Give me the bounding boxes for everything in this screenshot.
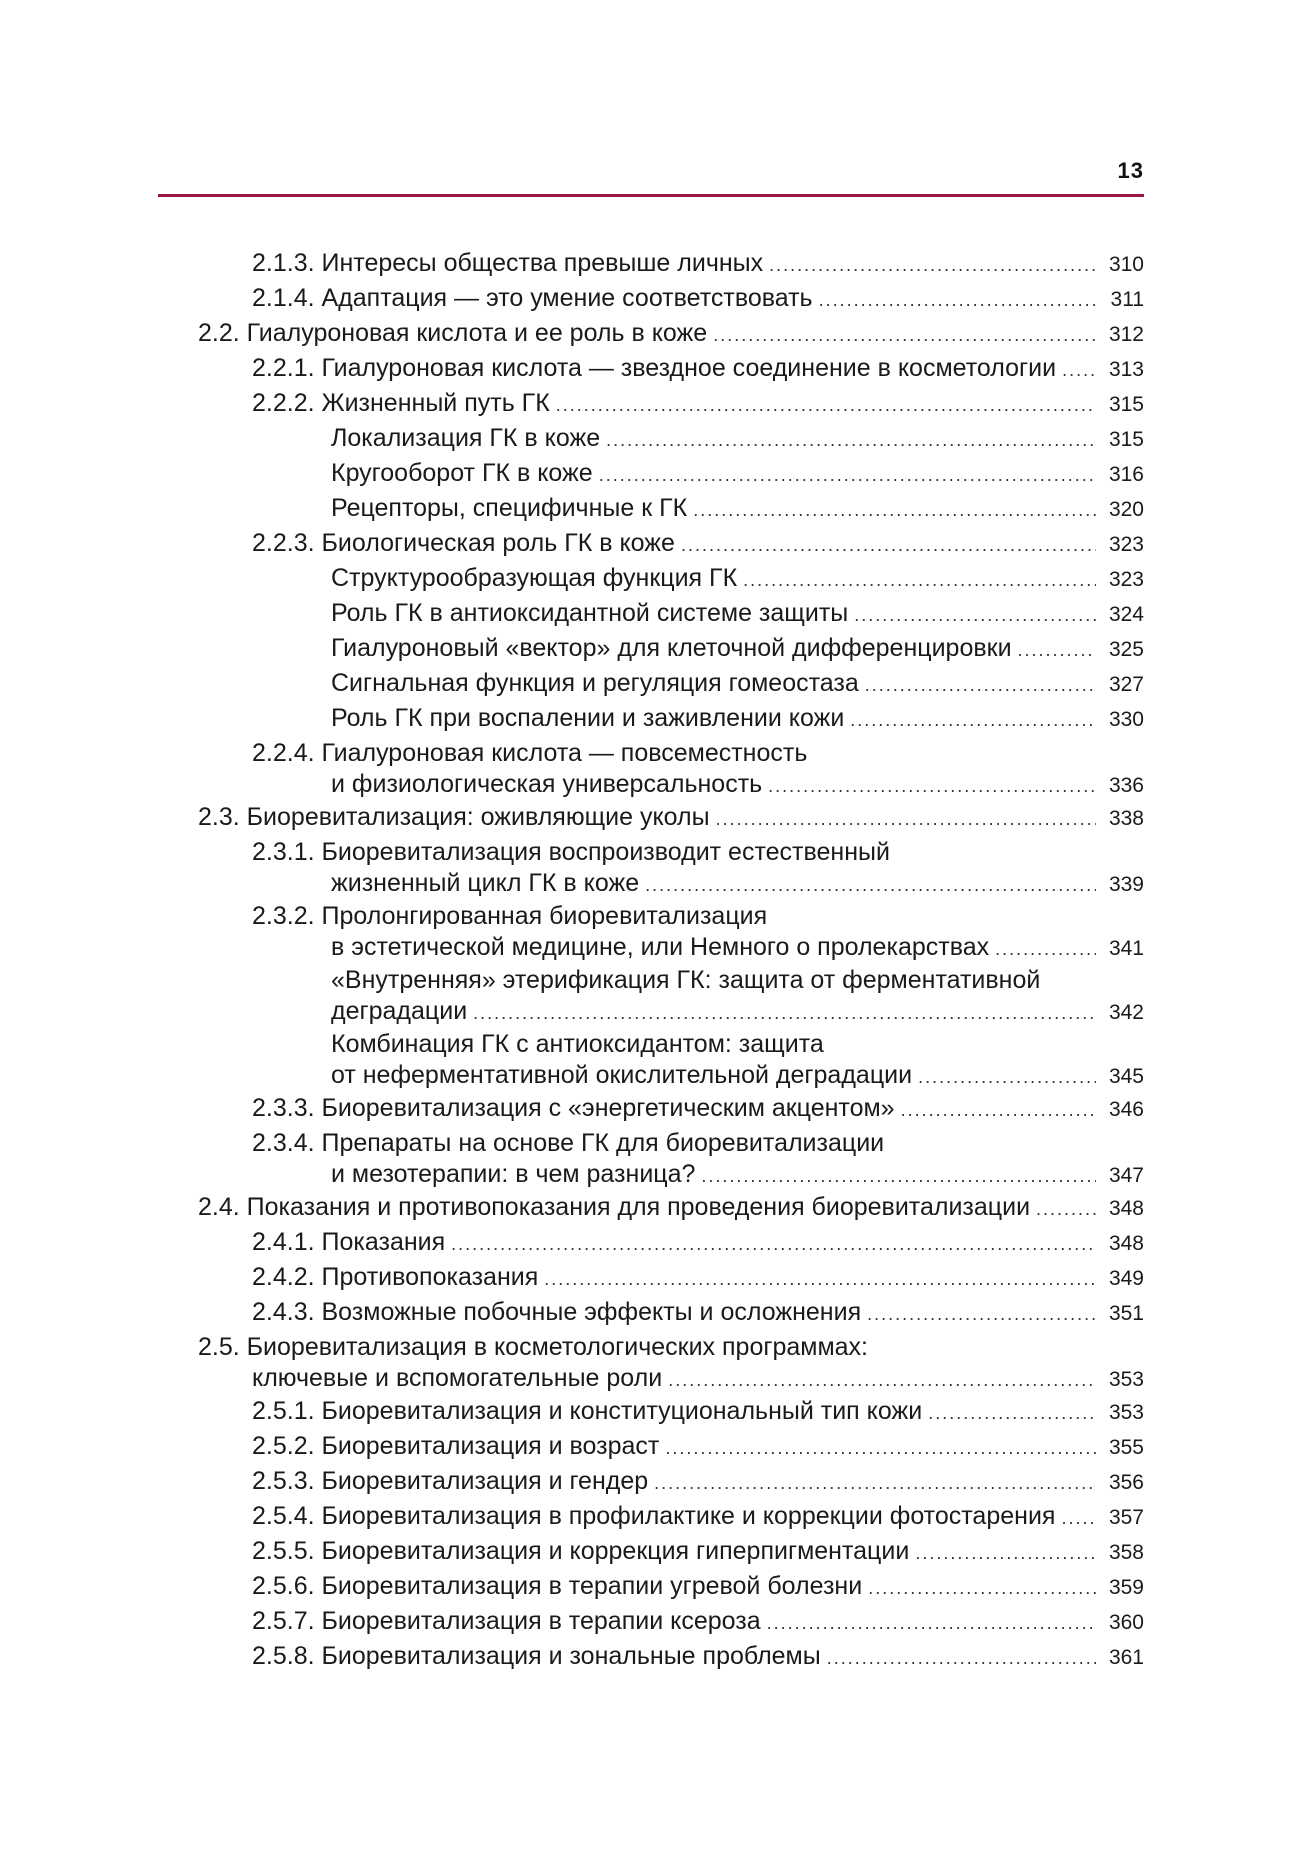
toc-page-number: 353	[1108, 1401, 1144, 1424]
dot-leader	[665, 1431, 1096, 1466]
toc-entry-title: «Внутренняя» этерификация ГК: защита от ферментативной	[331, 966, 1041, 994]
dot-leader	[606, 423, 1096, 458]
toc-page-number: 313	[1108, 358, 1144, 381]
toc-entry-title-continuation: и физиологическая универсальность	[331, 770, 763, 798]
toc-page-number: 311	[1110, 288, 1144, 311]
dot-leader	[819, 283, 1096, 318]
dot-leader	[451, 1227, 1096, 1262]
dot-leader	[681, 528, 1096, 563]
toc-page-number: 361	[1108, 1646, 1144, 1669]
toc-page-number: 323	[1108, 568, 1144, 591]
toc-entry-title: 2.5. Биоревитализация в косметологических программах:	[198, 1333, 868, 1361]
toc-page-number: 330	[1108, 708, 1144, 731]
toc-page-number: 325	[1108, 638, 1144, 661]
toc-page-number: 312	[1108, 323, 1144, 346]
toc-entry-title: 2.5.1. Биоревитализация и конституциональный тип кожи	[252, 1397, 923, 1425]
toc-entry[interactable]	[0, 421, 1300, 456]
toc-entry-title: Роль ГК при воспалении и заживлении кожи	[331, 704, 845, 732]
table-of-contents	[0, 246, 1300, 1674]
toc-page-number: 349	[1108, 1267, 1144, 1290]
toc-entry-title: 2.3.1. Биоревитализация воспроизводит естественный	[252, 838, 890, 866]
dot-leader	[850, 703, 1096, 738]
toc-entry[interactable]	[0, 1260, 1300, 1295]
dot-leader	[701, 1161, 1096, 1192]
toc-entry[interactable]	[0, 491, 1300, 526]
toc-entry-title-continuation: от неферментативной окислительной деградации	[331, 1061, 913, 1089]
toc-page-number: 348	[1108, 1197, 1144, 1220]
toc-entry[interactable]	[0, 932, 1300, 963]
toc-entry-title: 2.5.5. Биоревитализация и коррекция гиперпигментации	[252, 1537, 910, 1565]
toc-entry[interactable]	[0, 1639, 1300, 1674]
toc-page-number: 310	[1108, 253, 1144, 276]
dot-leader	[668, 1365, 1096, 1396]
toc-entry[interactable]	[0, 701, 1300, 736]
dot-leader	[928, 1396, 1096, 1431]
dot-leader	[713, 318, 1096, 353]
toc-entry-title: Структурообразующая функция ГК	[331, 564, 738, 592]
toc-entry[interactable]	[0, 1060, 1300, 1091]
toc-entry-line	[0, 835, 1300, 868]
toc-entry-title: 2.4.3. Возможные побочные эффекты и осложнения	[252, 1298, 862, 1326]
toc-entry[interactable]	[0, 386, 1300, 421]
toc-entry[interactable]	[0, 1534, 1300, 1569]
dot-leader	[915, 1536, 1096, 1571]
toc-entry-title: 2.1.4. Адаптация — это умение соответствовать	[252, 284, 813, 312]
toc-entry-line	[0, 736, 1300, 769]
toc-page-number: 323	[1108, 533, 1144, 556]
toc-entry-title-continuation: и мезотерапии: в чем разница?	[331, 1160, 696, 1188]
toc-entry-title: Гиалуроновый «вектор» для клеточной дифференцировки	[331, 634, 1012, 662]
page-number: 13	[1117, 158, 1144, 183]
toc-entry[interactable]	[0, 1190, 1300, 1225]
toc-page-number: 338	[1108, 807, 1144, 830]
dot-leader	[743, 563, 1096, 598]
dot-leader	[827, 1641, 1096, 1676]
toc-page-number: 356	[1108, 1471, 1144, 1494]
toc-entry[interactable]	[0, 1091, 1300, 1126]
toc-entry-title-continuation: в эстетической медицине, или Немного о пролекарствах	[331, 933, 990, 961]
toc-page-number: 327	[1108, 673, 1144, 696]
toc-entry[interactable]	[0, 456, 1300, 491]
toc-entry[interactable]	[0, 526, 1300, 561]
toc-entry[interactable]	[0, 1394, 1300, 1429]
toc-page-number: 316	[1108, 463, 1144, 486]
toc-entry[interactable]	[0, 1159, 1300, 1190]
toc-entry[interactable]	[0, 1429, 1300, 1464]
toc-entry-line	[0, 1330, 1300, 1363]
dot-leader	[473, 998, 1096, 1029]
dot-leader	[854, 598, 1096, 633]
toc-entry-title: 2.2.2. Жизненный путь ГК	[252, 389, 550, 417]
toc-page-number: 315	[1108, 393, 1144, 416]
dot-leader	[767, 1606, 1096, 1641]
toc-page-number: 342	[1108, 1001, 1144, 1024]
toc-entry-title: 2.5.3. Биоревитализация и гендер	[252, 1467, 649, 1495]
toc-entry[interactable]	[0, 1363, 1300, 1394]
toc-page-number: 348	[1108, 1232, 1144, 1255]
dot-leader	[769, 248, 1096, 283]
toc-entry-title: 2.1.3. Интересы общества превыше личных	[252, 249, 764, 277]
dot-leader	[645, 870, 1096, 901]
dot-leader	[901, 1093, 1096, 1128]
dot-leader	[544, 1262, 1096, 1297]
toc-entry[interactable]	[0, 596, 1300, 631]
toc-entry-title: 2.3.4. Препараты на основе ГК для биоревитализации	[252, 1129, 885, 1157]
toc-page-number: 320	[1108, 498, 1144, 521]
dot-leader	[1062, 353, 1096, 388]
toc-page-number: 324	[1108, 603, 1144, 626]
toc-entry[interactable]	[0, 800, 1300, 835]
toc-entry[interactable]	[0, 996, 1300, 1027]
toc-page-number: 336	[1108, 774, 1144, 797]
toc-page-number: 339	[1108, 873, 1144, 896]
dot-leader	[716, 802, 1096, 837]
toc-entry[interactable]	[0, 1499, 1300, 1534]
toc-entry-title: Сигнальная функция и регуляция гомеостаза	[331, 669, 859, 697]
toc-entry[interactable]	[0, 1295, 1300, 1330]
toc-page-number: 359	[1108, 1576, 1144, 1599]
dot-leader	[693, 493, 1096, 528]
toc-entry-title: 2.5.4. Биоревитализация в профилактике и коррекции фотостарения	[252, 1502, 1056, 1530]
toc-entry-title: Локализация ГК в коже	[331, 424, 601, 452]
toc-entry-title: 2.5.7. Биоревитализация в терапии ксероза	[252, 1607, 761, 1635]
toc-entry-line	[0, 1027, 1300, 1060]
toc-page-number: 346	[1108, 1098, 1144, 1121]
toc-entry[interactable]	[0, 868, 1300, 899]
toc-entry-title: 2.4. Показания и противопоказания для проведения биоревитализации	[198, 1193, 1031, 1221]
toc-page-number: 341	[1108, 937, 1144, 960]
toc-entry-title-continuation: ключевые и вспомогательные роли	[252, 1364, 663, 1392]
toc-entry[interactable]	[0, 666, 1300, 701]
toc-page-number: 351	[1108, 1302, 1144, 1325]
dot-leader	[995, 934, 1096, 965]
toc-entry[interactable]	[0, 561, 1300, 596]
toc-entry-line	[0, 963, 1300, 996]
toc-entry-title: 2.2.3. Биологическая роль ГК в коже	[252, 529, 675, 557]
toc-page-number: 315	[1108, 428, 1144, 451]
toc-entry-title: 2.5.8. Биоревитализация и зональные проблемы	[252, 1642, 821, 1670]
toc-page-number: 358	[1108, 1541, 1144, 1564]
dot-leader	[599, 458, 1096, 493]
toc-entry-title: 2.3. Биоревитализация: оживляющие уколы	[198, 803, 710, 831]
dot-leader	[556, 388, 1096, 423]
dot-leader	[768, 771, 1096, 802]
toc-page-number: 347	[1108, 1164, 1144, 1187]
dot-leader	[918, 1062, 1096, 1093]
dot-leader	[1036, 1192, 1096, 1227]
toc-page-number: 355	[1108, 1436, 1144, 1459]
toc-entry[interactable]	[0, 351, 1300, 386]
toc-entry[interactable]	[0, 281, 1300, 316]
toc-entry-title: Кругооборот ГК в коже	[331, 459, 593, 487]
toc-entry-line	[0, 899, 1300, 932]
toc-page-number: 360	[1108, 1611, 1144, 1634]
dot-leader	[654, 1466, 1096, 1501]
toc-entry[interactable]	[0, 769, 1300, 800]
dot-leader	[1061, 1501, 1096, 1536]
toc-entry[interactable]	[0, 1569, 1300, 1604]
toc-entry[interactable]	[0, 1604, 1300, 1639]
toc-entry-title: 2.5.6. Биоревитализация в терапии угревой болезни	[252, 1572, 863, 1600]
dot-leader	[867, 1297, 1096, 1332]
toc-entry-title: 2.5.2. Биоревитализация и возраст	[252, 1432, 660, 1460]
toc-entry-line	[0, 1126, 1300, 1159]
toc-entry[interactable]	[0, 246, 1300, 281]
toc-entry-title-continuation: жизненный цикл ГК в коже	[331, 869, 640, 897]
toc-entry-title: 2.2. Гиалуроновая кислота и ее роль в коже	[198, 319, 708, 347]
toc-entry[interactable]	[0, 1464, 1300, 1499]
toc-entry-title: 2.4.2. Противопоказания	[252, 1263, 539, 1291]
toc-entry-title: 2.2.4. Гиалуроновая кислота — повсеместность	[252, 739, 808, 767]
toc-entry[interactable]	[0, 631, 1300, 666]
toc-entry[interactable]	[0, 316, 1300, 351]
toc-entry-title: 2.4.1. Показания	[252, 1228, 446, 1256]
toc-entry-title-continuation: деградации	[331, 997, 468, 1025]
toc-page-number: 353	[1108, 1368, 1144, 1391]
toc-entry-title: 2.3.2. Пролонгированная биоревитализация	[252, 902, 768, 930]
dot-leader	[865, 668, 1096, 703]
dot-leader	[1018, 633, 1096, 668]
toc-page-number: 345	[1108, 1065, 1144, 1088]
toc-entry[interactable]	[0, 1225, 1300, 1260]
dot-leader	[868, 1571, 1096, 1606]
header-rule	[158, 194, 1144, 197]
toc-entry-title: 2.2.1. Гиалуроновая кислота — звездное соединение в косметологии	[252, 354, 1057, 382]
toc-entry-title: Комбинация ГК с антиоксидантом: защита	[331, 1030, 824, 1058]
toc-entry-title: Рецепторы, специфичные к ГК	[331, 494, 688, 522]
toc-page-number: 357	[1108, 1506, 1144, 1529]
toc-entry-title: Роль ГК в антиоксидантной системе защиты	[331, 599, 849, 627]
toc-entry-title: 2.3.3. Биоревитализация с «энергетическим акцентом»	[252, 1094, 895, 1122]
